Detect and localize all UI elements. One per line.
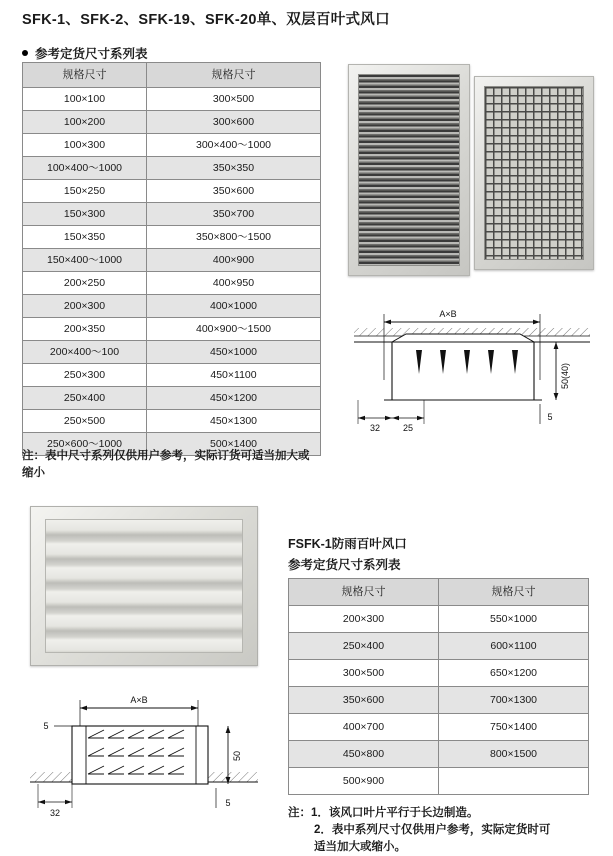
table-cell: 400×900 [147,249,321,272]
table-row [23,387,321,410]
table-cell: 650×1200 [439,660,589,687]
section-1-heading-label: 参考定货尺寸系列表 [35,47,148,61]
column-header: 规格尺寸 [147,63,321,88]
table-header-row [289,579,589,606]
table-cell: 550×1000 [439,606,589,633]
dim-label-depth: 50 [232,750,242,762]
table-cell: 150×400～1000 [23,249,147,272]
table-cell: 450×1100 [147,364,321,387]
drawing-sfk-svg [344,300,602,436]
table-cell: 200×300 [23,295,147,318]
table-cell: 250×600～1000 [23,433,147,456]
table-row [23,88,321,111]
table-cell: 150×350 [23,226,147,249]
table-row [23,203,321,226]
table-cell: 450×1300 [147,410,321,433]
table-cell: 350×800～1500 [147,226,321,249]
dim-label-top-left: 5 [43,721,49,731]
note-line-1: 注：1．该风口叶片平行于长边制造。 [288,807,479,819]
table-row [23,180,321,203]
table-cell: 300×600 [147,111,321,134]
table-cell: 750×1400 [439,714,589,741]
drawing-fsfk-section [20,686,282,822]
column-header: 规格尺寸 [439,579,589,606]
table-row [289,741,589,768]
table-cell: 350×600 [147,180,321,203]
table-row [23,134,321,157]
table-cell: 350×350 [147,157,321,180]
table-row [23,111,321,134]
table-cell: 400×900～1500 [147,318,321,341]
note-line-2: 2．表中系列尺寸仅供用户参考，实际定货时可 [314,824,551,836]
table-row [23,318,321,341]
table-cell: 100×300 [23,134,147,157]
drawing-sfk-section [344,300,602,436]
table-cell: 500×1400 [147,433,321,456]
table-cell: 250×300 [23,364,147,387]
table-row [289,714,589,741]
dim-label-right: 5 [225,798,231,808]
table-cell: 200×350 [23,318,147,341]
louver-grid-graphic [484,86,584,260]
section-2-title: FSFK-1防雨百叶风口 [288,537,407,551]
dim-label-mid: 25 [402,423,414,433]
table-cell: 150×250 [23,180,147,203]
spec-table-fsfk [288,578,589,795]
dim-label-depth: 50(40) [560,362,570,390]
section-1-heading [22,44,148,62]
table-cell: 800×1500 [439,741,589,768]
section-2-notes [288,805,608,856]
dim-label-width: A×B [130,695,148,705]
table-cell: 250×500 [23,410,147,433]
section-2-subtitle: 参考定货尺寸系列表 [288,558,401,572]
table-cell: 200×250 [23,272,147,295]
table-row [23,341,321,364]
page-title: SFK-1、SFK-2、SFK-19、SFK-20单、双层百叶式风口 [22,12,390,28]
table-row [289,687,589,714]
dim-label-left: 32 [369,423,381,433]
table-cell: 400×700 [289,714,439,741]
table-row [23,249,321,272]
dim-label-bottom-left: 32 [49,808,61,818]
table-row [23,364,321,387]
double-layer-louver-photo [474,76,594,270]
table-cell: 300×500 [289,660,439,687]
table-row [289,768,589,795]
table-row [289,633,589,660]
table-cell: 700×1300 [439,687,589,714]
table-row [289,660,589,687]
table-cell [439,768,589,795]
column-header: 规格尺寸 [23,63,147,88]
dim-label-width: A×B [439,309,457,319]
table-cell: 450×1000 [147,341,321,364]
table-cell: 200×300 [289,606,439,633]
table-row [23,410,321,433]
single-layer-louver-photo [348,64,470,276]
note-line-3: 适当加大或缩小。 [314,841,406,853]
table-cell: 150×300 [23,203,147,226]
table-row [23,272,321,295]
weather-louver-blades-graphic [45,519,243,653]
table-cell: 350×600 [289,687,439,714]
table-cell: 300×400～1000 [147,134,321,157]
column-header: 规格尺寸 [289,579,439,606]
table-cell: 350×700 [147,203,321,226]
table-cell: 100×100 [23,88,147,111]
table-cell: 500×900 [289,768,439,795]
table-cell: 250×400 [23,387,147,410]
louver-blades-graphic [358,74,460,266]
table-cell: 450×1200 [147,387,321,410]
table-cell: 400×950 [147,272,321,295]
section-1-note: 注：表中尺寸系列仅供用户参考，实际订货可适当加大或缩小 [22,450,310,479]
table-row [23,295,321,318]
bullet-dot-icon [22,50,28,56]
table-cell: 400×1000 [147,295,321,318]
spec-table-sfk [22,62,321,456]
product-photo-louver-pair [348,58,596,280]
product-photo-weather-louver [30,506,258,666]
table-cell: 250×400 [289,633,439,660]
table-header-row [23,63,321,88]
drawing-fsfk-svg [20,686,282,822]
table-row [289,606,589,633]
table-cell: 450×800 [289,741,439,768]
table-row [23,226,321,249]
table-row [23,157,321,180]
table-cell: 100×200 [23,111,147,134]
table-cell: 600×1100 [439,633,589,660]
table-cell: 200×400～100 [23,341,147,364]
dim-label-right: 5 [547,412,553,422]
table-cell: 100×400～1000 [23,157,147,180]
table-cell: 300×500 [147,88,321,111]
